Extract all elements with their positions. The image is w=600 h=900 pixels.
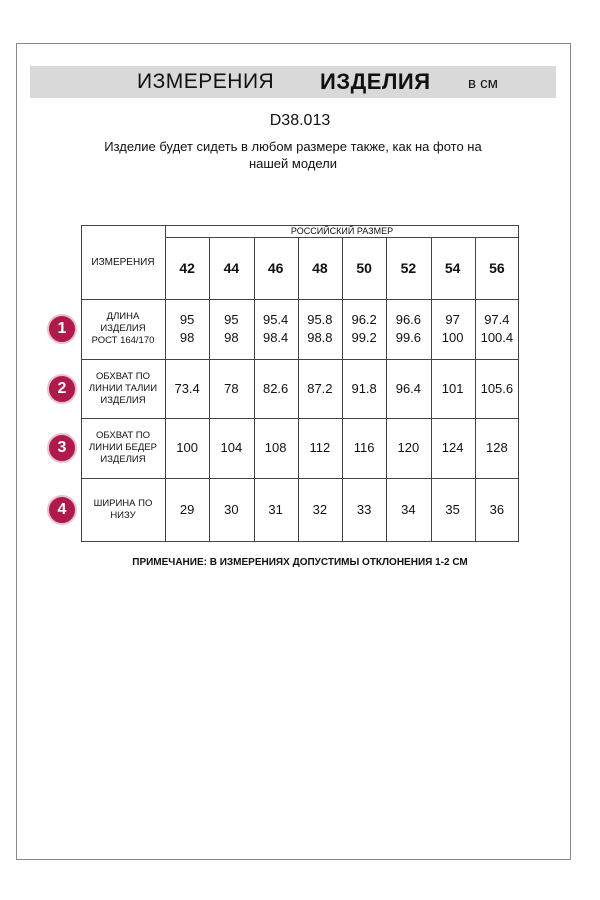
- product-code: D38.013: [269, 112, 331, 129]
- row-number-badge: 1: [47, 314, 77, 344]
- value-cell: 101: [441, 380, 464, 396]
- value-cell: 95 98: [224, 312, 239, 345]
- value-cell: 96.6 99.6: [395, 312, 422, 345]
- row-label-1: ДЛИНА ИЗДЕЛИЯ РОСТ 164/170: [91, 311, 155, 346]
- value-cell: 128: [486, 440, 508, 455]
- value-cell: 30: [224, 502, 239, 517]
- size-label-42: 42: [179, 260, 195, 276]
- value-cell: 108: [264, 440, 287, 455]
- row-label-4: ШИРИНА ПО НИЗУ: [93, 498, 153, 521]
- value-cell: 104: [220, 440, 243, 455]
- value-cell: 95.4 98.4: [262, 312, 289, 345]
- value-cell: 96.4: [395, 380, 422, 396]
- value-cell: 124: [441, 440, 464, 455]
- value-cell: 97.4 100.4: [480, 312, 514, 345]
- row-number-badge: 4: [47, 495, 77, 525]
- value-cell: 97 100: [441, 312, 464, 345]
- row-number-badge: 3: [47, 433, 77, 463]
- size-label-52: 52: [400, 260, 417, 276]
- value-cell: 78: [224, 380, 239, 396]
- size-label-54: 54: [444, 260, 461, 276]
- value-cell: 31: [268, 502, 283, 517]
- value-cell: 34: [401, 502, 416, 517]
- title-part2: ИЗДЕЛИЯ: [320, 69, 431, 94]
- subtitle: Изделие будет сидеть в любом размере также, как на фото на нашей модели: [104, 139, 482, 171]
- value-cell: 33: [356, 502, 372, 517]
- value-cell: 29: [179, 502, 195, 517]
- value-cell: 112: [309, 440, 331, 455]
- measurements-header: ИЗМЕРЕНИЯ: [91, 256, 155, 268]
- size-table: [57, 225, 519, 542]
- value-cell: 120: [397, 440, 420, 455]
- size-label-48: 48: [312, 260, 328, 276]
- value-cell: 32: [312, 502, 328, 517]
- row-label-2: ОБХВАТ ПО ЛИНИИ ТАЛИИ ИЗДЕЛИЯ: [88, 370, 158, 406]
- row-label-3: ОБХВАТ ПО ЛИНИИ БЕДЕР ИЗДЕЛИЯ: [89, 430, 157, 465]
- size-label-56: 56: [489, 260, 505, 276]
- title-part1: ИЗМЕРЕНИЯ: [137, 70, 275, 93]
- value-cell: 35: [445, 502, 460, 517]
- value-cell: 95 98: [179, 312, 195, 345]
- value-cell: 82.6: [262, 380, 289, 396]
- value-cell: 105.6: [480, 380, 514, 396]
- value-cell: 116: [353, 440, 375, 455]
- value-cell: 95.8 98.8: [307, 312, 333, 345]
- value-cell: 91.8: [351, 380, 377, 396]
- size-label-50: 50: [356, 260, 372, 276]
- size-group-header: РОССИЙСКИЙ РАЗМЕР: [290, 226, 394, 236]
- size-label-46: 46: [267, 260, 284, 276]
- value-cell: 100: [176, 440, 198, 455]
- value-cell: 73.4: [174, 380, 200, 396]
- value-cell: 96.2 99.2: [351, 312, 377, 345]
- value-cell: 36: [489, 502, 505, 517]
- footnote: ПРИМЕЧАНИЕ: В ИЗМЕРЕНИЯХ ДОПУСТИМЫ ОТКЛОНЕНИЯ 1-2 СМ: [132, 557, 468, 568]
- title-units: в см: [468, 75, 498, 92]
- value-cell: 87.2: [307, 380, 333, 396]
- row-number-badge: 2: [47, 374, 77, 404]
- size-label-44: 44: [223, 260, 240, 276]
